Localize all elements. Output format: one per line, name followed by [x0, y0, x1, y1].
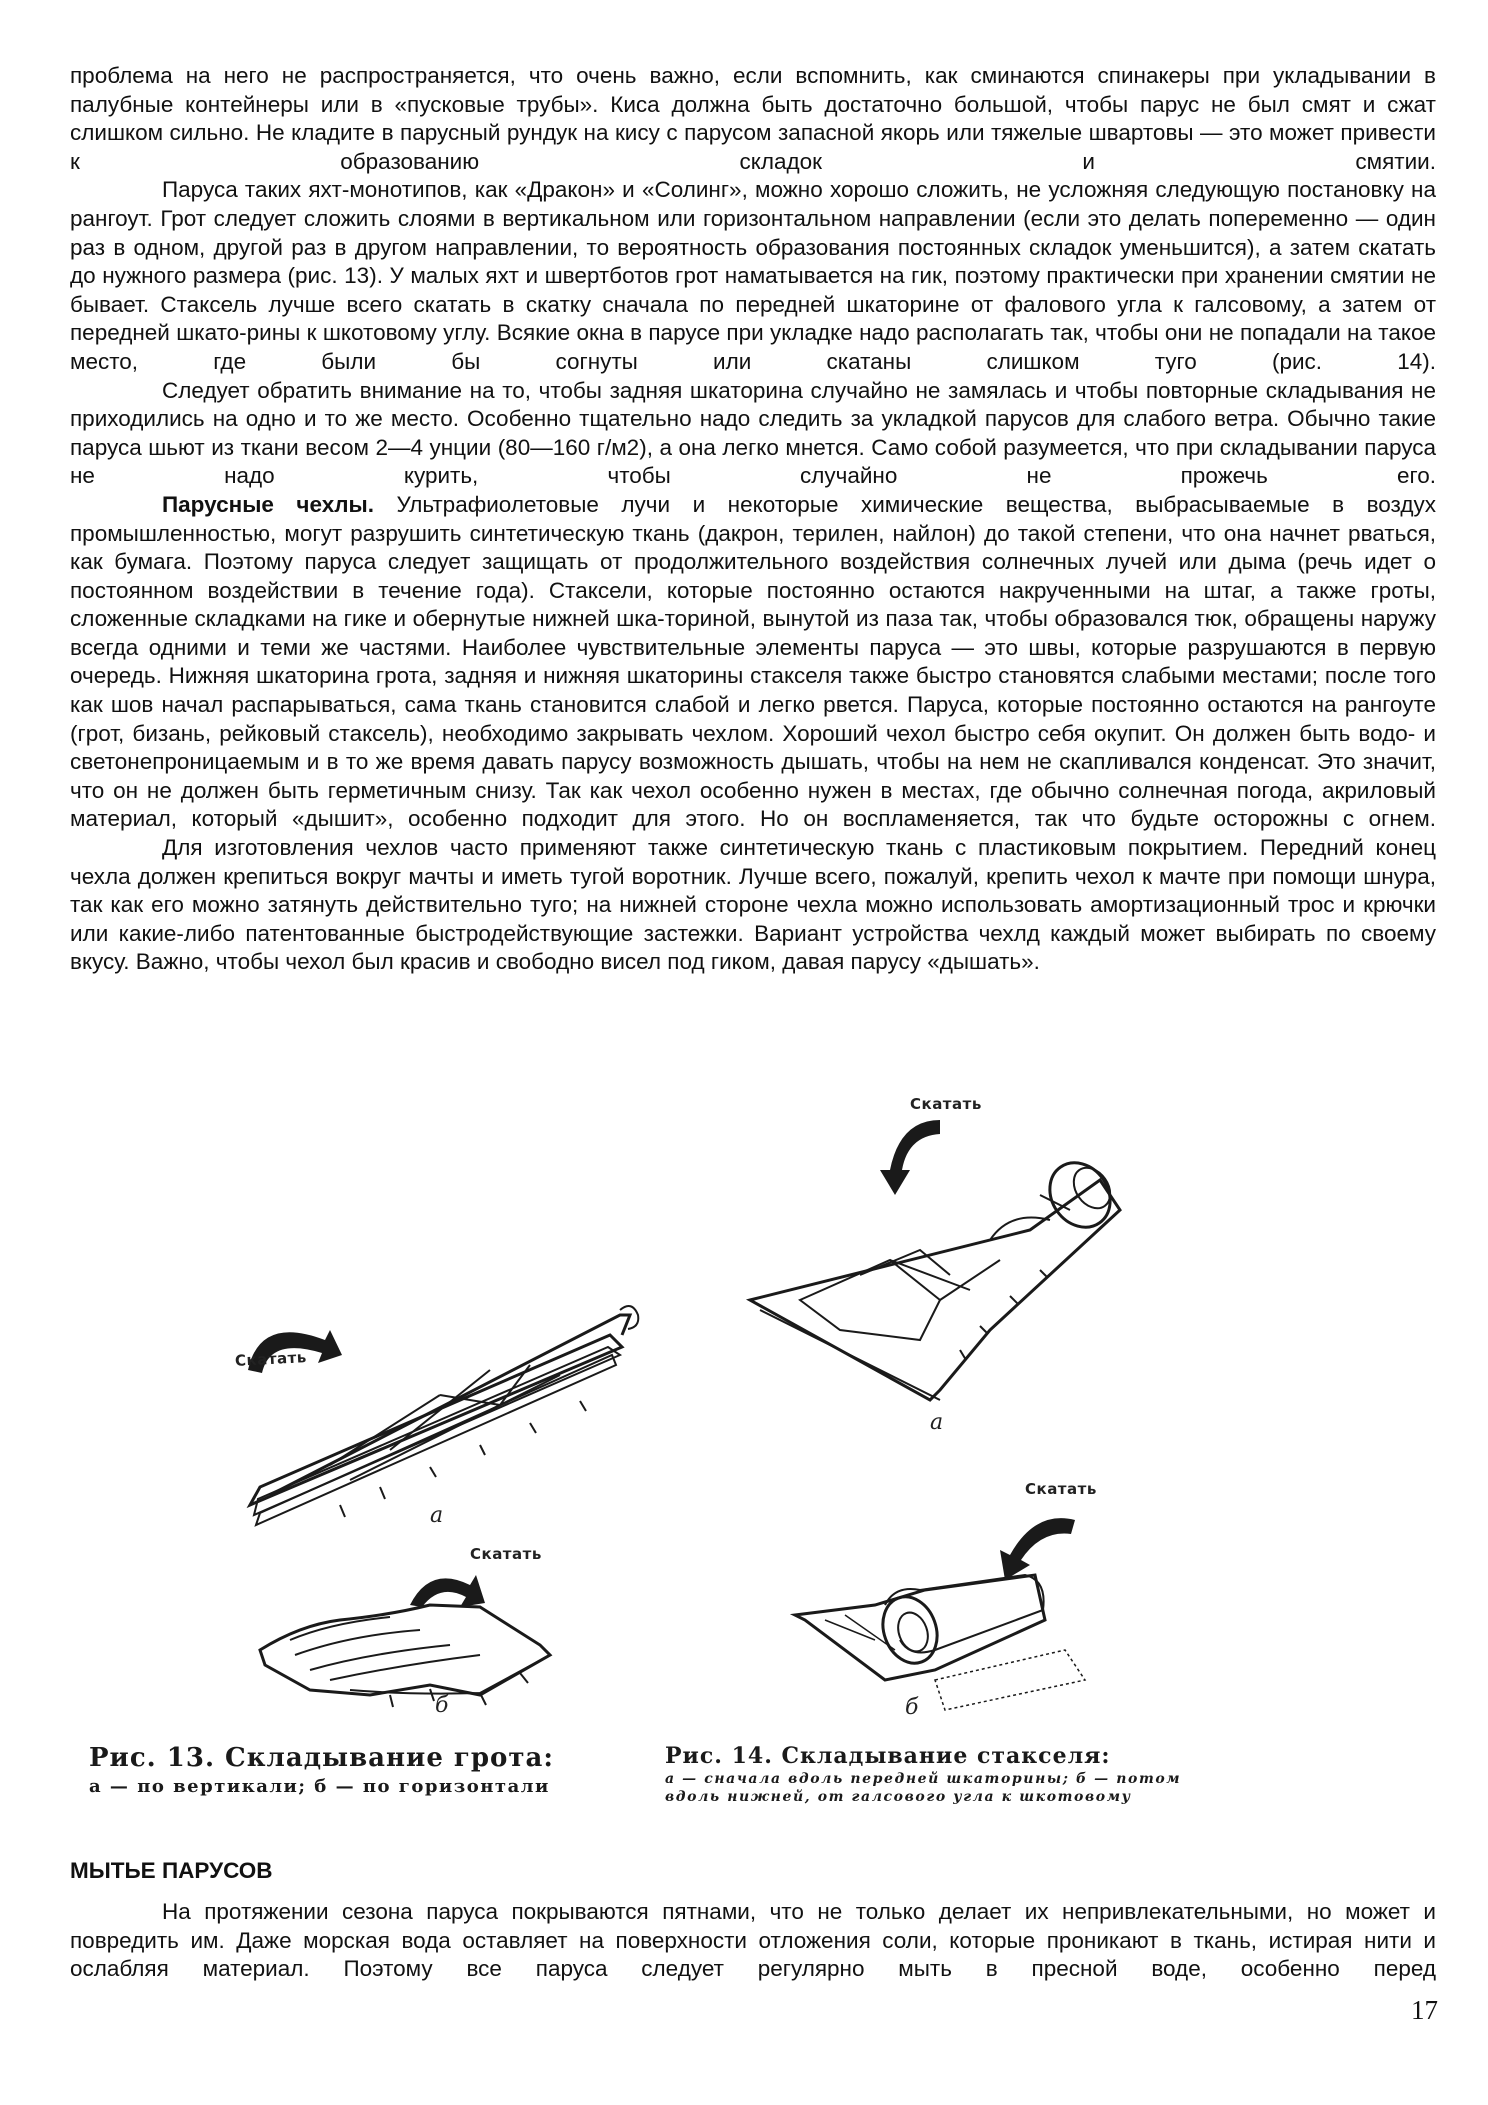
paragraph-3: Следует обратить внимание на то, чтобы задняя шкаторина случайно не замялась и чтобы повторные складывания не приходились на одно и то же место. Особенно тщательно надо следить за укладкой парусов для слабого ветра. Обычно такие паруса шьют из ткани весом 2—4 унции (80—160 г/м2), а она легко мнется. Само собой разумеется, что при складывании паруса не надо курить, чтобы случайно не прожечь его. [70, 377, 1436, 489]
body-text [70, 62, 1436, 977]
paragraph-2: Паруса таких яхт-монотипов, как «Дракон» и «Солинг», можно хорошо сложить, не усложняя следующую постановку на рангоут. Грот следует сложить слоями в вертикальном или горизонтальном направлении (если это делать попеременно — один раз в одном, другой раз в другом направлении, то вероятность образования постоянных складок уменьшится), а затем скатать до нужного размера (рис. 13). У малых яхт и швертботов грот наматывается на гик, поэтому практически при хранении смятии не бывает. Стаксель лучше всего скатать в скатку сначала по передней шкаторине от фалового угла к галсовому, а затем от передней шкато-рины к шкотовому углу. Всякие окна в парусе при укладке надо располагать так, чтобы они не попадали на такое место, где были бы согнуты или скатаны слишком туго (рис. 14). [70, 177, 1436, 374]
figure-14b [785, 1480, 1125, 1730]
roll-label-14b: Скатать [1025, 1480, 1097, 1498]
paragraph-covers-2: Для изготовления чехлов часто применяют также синтетическую ткань с пластиковым покрытием. Передний конец чехла должен крепиться вокруг мачты и иметь тугой воротник. Лучше всего, пожалуй, крепить чехол к мачте при помощи шнура, так как его можно затянуть действительно туго; на нижней стороне чехла можно использовать амортизационный трос и крючки или какие-либо патентованные быстродействующие застежки. Вариант устройства чехлд каждый может выбирать по своему вкусу. Важно, чтобы чехол был красив и свободно висел под гиком, давая парусу «дышать». [70, 835, 1436, 975]
figure-14a-drawing [740, 1100, 1140, 1440]
roll-label-13a: Скатать [234, 1348, 308, 1370]
letter-13b: б [435, 1693, 449, 1718]
covers-heading: Парусные чехлы. [162, 491, 374, 517]
paragraph-covers [70, 491, 1436, 834]
page-number: 17 [1411, 1995, 1438, 2025]
section-paragraph: На протяжении сезона паруса покрываются пятнами, что не только делает их непривлекательными, но может и повредить им. Даже морская вода оставляет на поверхности отложения соли, которые проникают в ткань, истирая нити и ослабляя материал. Поэтому все паруса следует регулярно мыть в пресной воде, особенно перед [70, 1899, 1436, 1982]
paragraph-1: проблема на него не распространяется, что очень важно, если вспомнить, как сминаются спинакеры при укладывании в палубные контейнеры или в «пусковые трубы». Киса должна быть достаточно большой, чтобы парус не был смят и сжат слишком сильно. Не кладите в парусный рундук на кису с парусом запасной якорь или тяжелые швартовы — это может привести к образованию складок и смятии. [70, 63, 1436, 174]
covers-text: Ультрафиолетовые лучи и некоторые химические вещества, выбрасываемые в воздух промышленностью, могут разрушить синтетическую ткань (дакрон, терилен, найлон) до такой степени, что она начнет рваться, как бумага. Поэтому паруса следует защищать от продолжительного воздействия солнечных лучей или дыма (речь идет о постоянном воздействии в течение года). Стаксели, которые постоянно остаются накрученными на штаг, а также гроты, сложенные складками на гике и обернутые нижней шка-ториной, вынутой из паза так, чтобы образовался тюк, обращены наружу всегда одними и теми же частями. Наиболее чувствительные элементы паруса — это швы, которые разрушаются в первую очередь. Нижняя шкаторина грота, задняя и нижняя шкаторины стакселя также быстро становятся слабыми местами; после того как шов начал распарываться, сама ткань становится слабой и легко рвется. Паруса, которые постоянно остаются на рангоуте (грот, бизань, рейковый стаксель), необходимо закрывать чехлом. Хороший чехол быстро себя окупит. Он должен быть водо- и светонепроницаемым и в то же время давать парусу возможность дышать, чтобы на нем не скапливался конденсат. Это значит, что он не должен быть герметичным снизу. Так как чехол особенно нужен в местах, где обычно солнечная погода, акриловый материал, который «дышит», особенно подходит для этого. Но он воспламеняется, так что будьте осторожны с огнем. [70, 491, 1436, 832]
figure-13-caption [89, 1742, 609, 1800]
figure-13a [230, 1255, 650, 1535]
figure-13b-drawing [250, 1545, 590, 1720]
figure-13-subtitle: а — по вертикали; б — по горизонтали [89, 1776, 550, 1797]
figure-14-title: Рис. 14. Складывание стакселя: [665, 1743, 1111, 1769]
figure-13-title: Рис. 13. Складывание грота: [89, 1743, 554, 1773]
figure-14b-drawing [785, 1480, 1125, 1730]
letter-14a: а [930, 1410, 944, 1435]
letter-14b: б [905, 1695, 919, 1720]
figure-13a-drawing [230, 1255, 650, 1535]
figure-14a [740, 1095, 1140, 1440]
roll-label-13b: Скатать [470, 1545, 542, 1563]
section-heading: МЫТЬЕ ПАРУСОВ [70, 1858, 273, 1883]
letter-13a: а [430, 1503, 444, 1528]
roll-label-14a: Скатать [910, 1095, 982, 1113]
figure-14-subtitle-line1: а — сначала вдоль передней шкаторины; б — потом [665, 1771, 1182, 1787]
figure-14-caption [665, 1742, 1265, 1806]
section-text-block [70, 1898, 1436, 1984]
figure-14-subtitle-line2: вдоль нижней, от галсового угла к шкотовому [665, 1789, 1132, 1805]
figure-13b [250, 1545, 590, 1720]
